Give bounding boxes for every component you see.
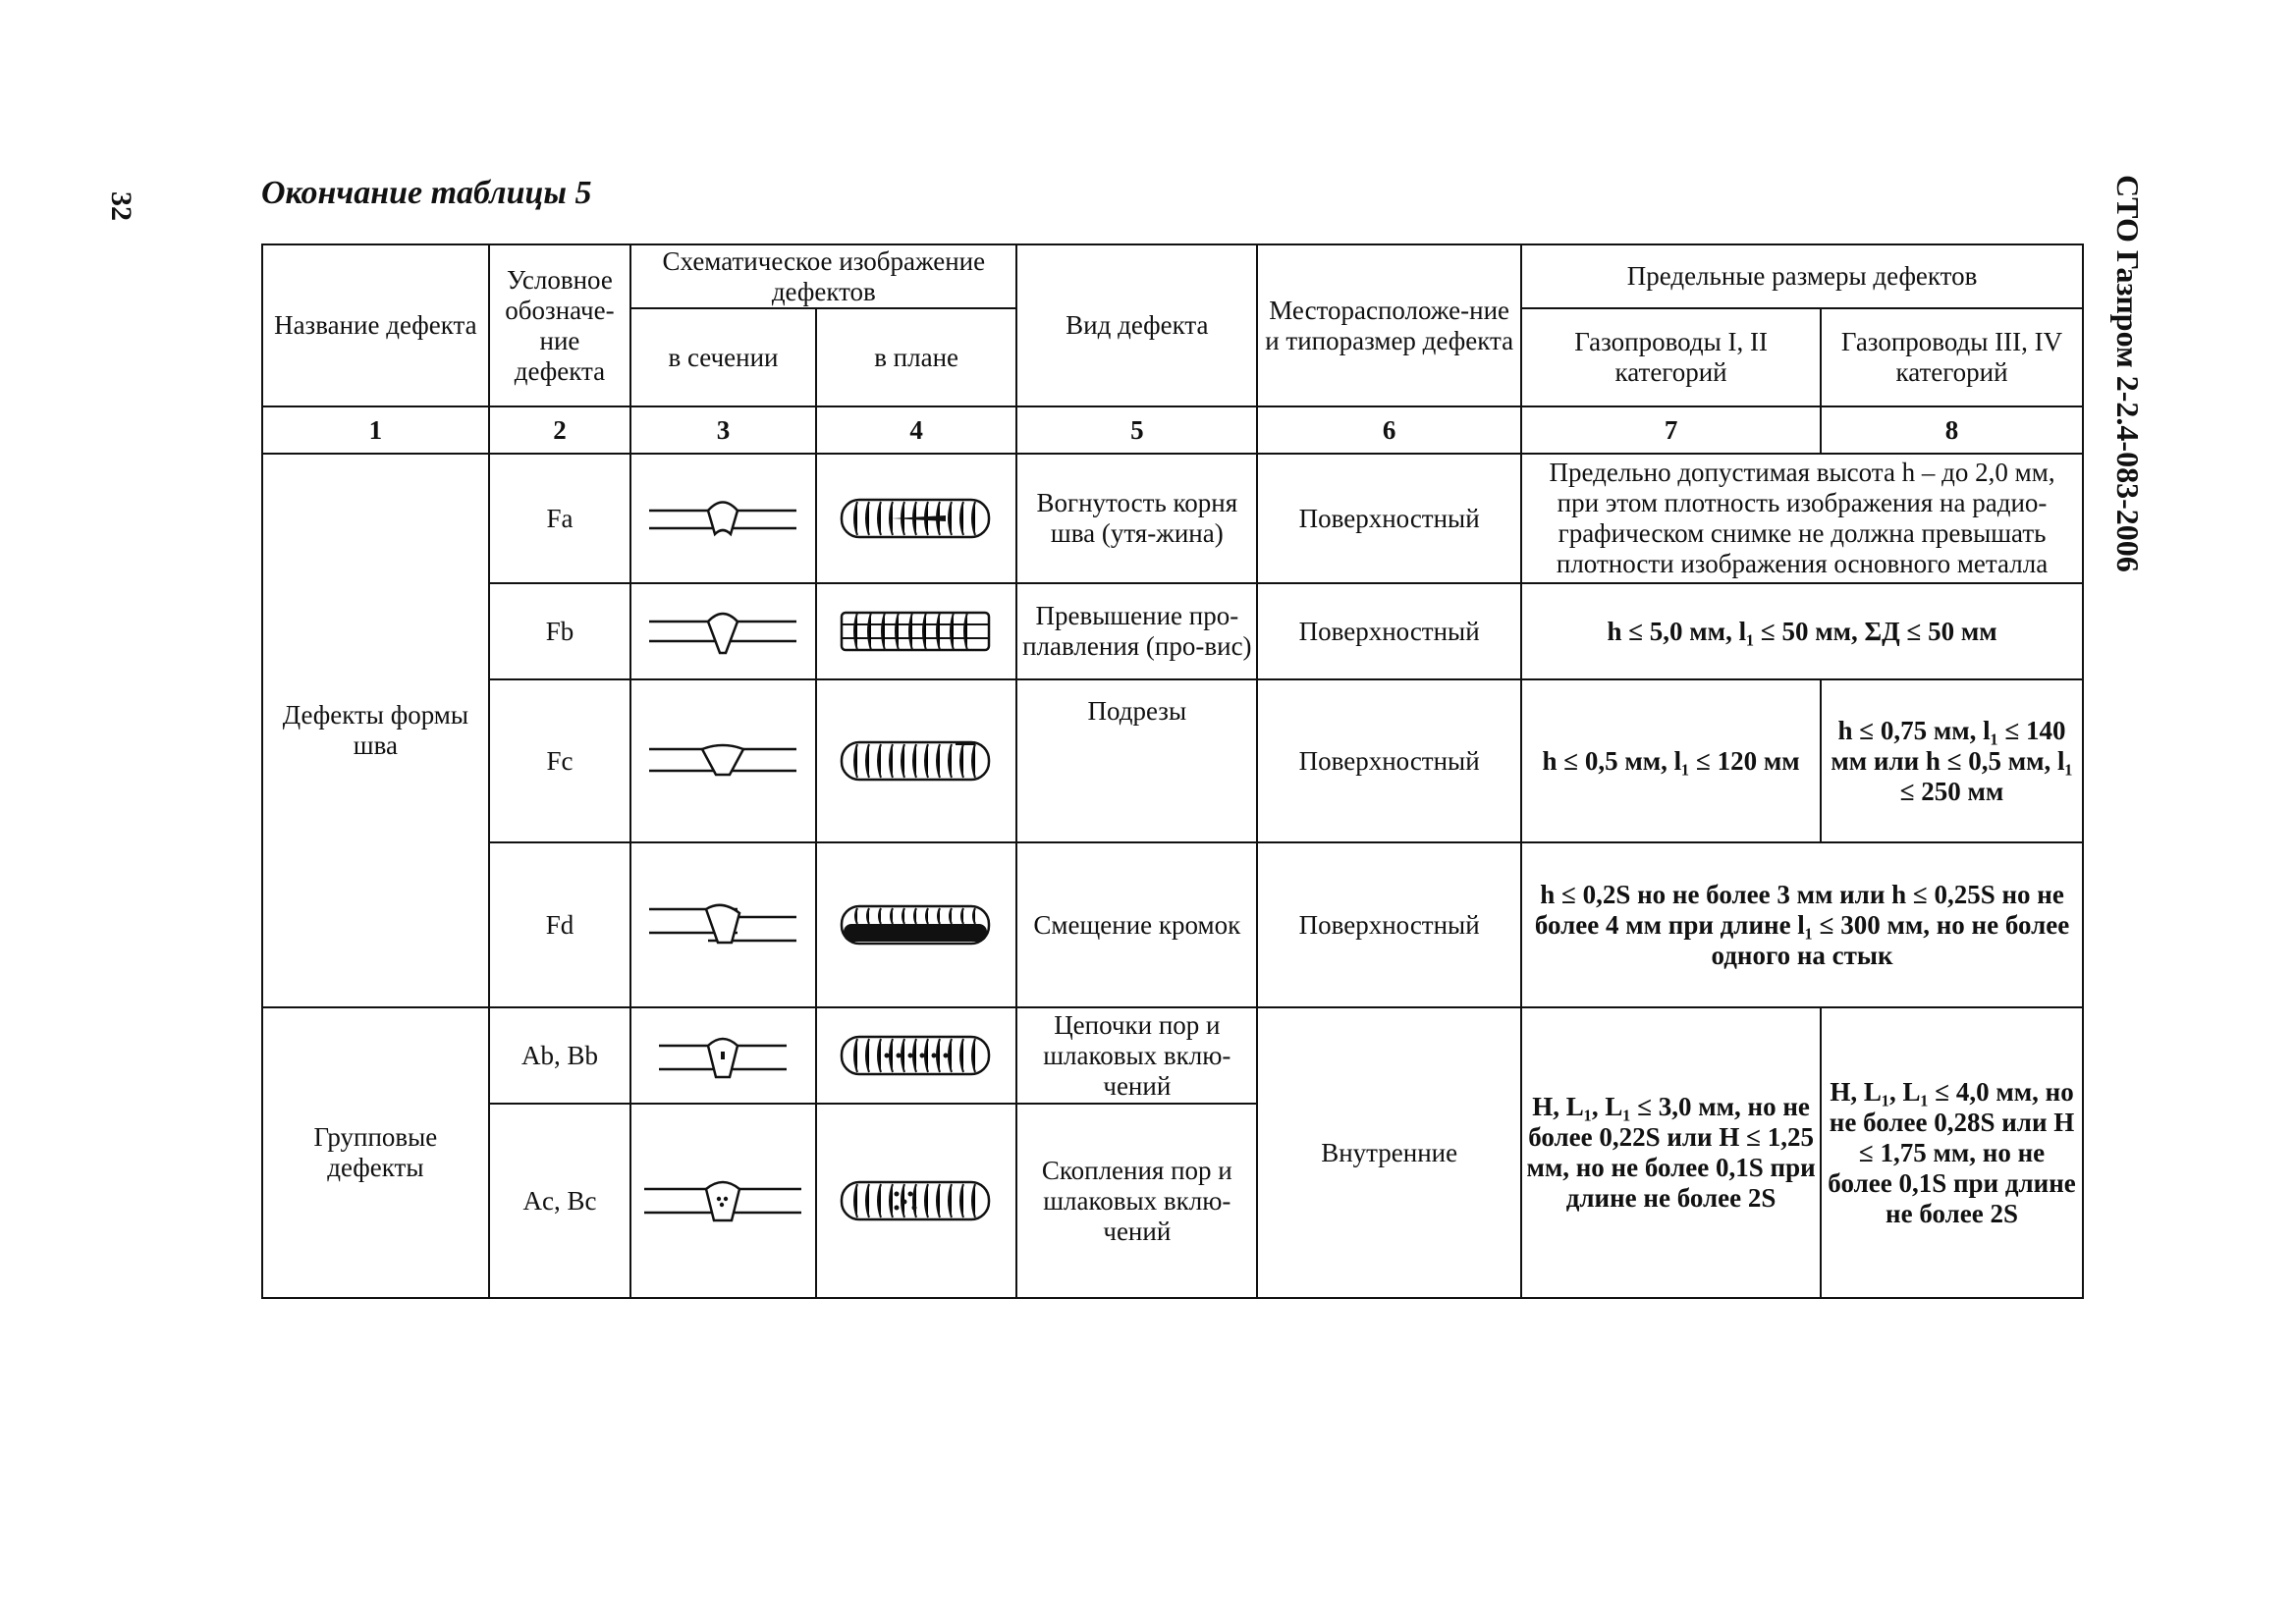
group-location: Внутренние (1257, 1007, 1521, 1298)
col-number: 6 (1257, 406, 1521, 454)
plan-diagram-ac (816, 1104, 1017, 1298)
defect-limit-cat34: h ≤ 0,75 мм, l₁ ≤ 140 мм или h ≤ 0,5 мм, l₁ ≤ 250 мм (1821, 679, 2083, 842)
header-cat12: Газопроводы I, II категорий (1521, 308, 1821, 406)
section-diagram-fc (630, 679, 816, 842)
weld-section-icon (639, 895, 806, 954)
group-limit-cat12: H, L₁, L₁ ≤ 3,0 мм, но не более 0,22S или H ≤ 1,25 мм, но не более 0,1S при длине не более 2S (1521, 1007, 1821, 1298)
weld-plan-icon (838, 607, 995, 656)
defects-table (261, 243, 2084, 1299)
weld-plan-icon (838, 1176, 995, 1225)
section-diagram-ac (630, 1104, 816, 1298)
table-row (262, 842, 2083, 1007)
weld-section-icon (639, 1026, 806, 1085)
table-row (262, 583, 2083, 679)
weld-plan-icon (838, 736, 995, 785)
defect-code: Fa (489, 454, 630, 583)
table-caption: Окончание таблицы 5 (261, 175, 592, 211)
plan-diagram-ab (816, 1007, 1017, 1104)
header-designation: Условное обозначе-ние дефекта (489, 244, 630, 406)
plan-diagram-fa (816, 454, 1017, 583)
defect-code: Fc (489, 679, 630, 842)
header-row-1 (262, 244, 2083, 308)
weld-plan-icon (838, 494, 995, 543)
defect-location: Поверхностный (1257, 842, 1521, 1007)
col-number: 3 (630, 406, 816, 454)
header-defect-name: Название дефекта (262, 244, 489, 406)
defect-limit: h ≤ 0,2S но не более 3 мм или h ≤ 0,25S но не более 4 мм при длине l₁ ≤ 300 мм, но не более одного на стык (1521, 842, 2083, 1007)
page-number: 32 (105, 191, 137, 221)
defect-location: Поверхностный (1257, 583, 1521, 679)
defect-kind: Превышение про-плавления (про-вис) (1016, 583, 1257, 679)
weld-section-icon (639, 731, 806, 790)
plan-diagram-fb (816, 583, 1017, 679)
defect-code: Fd (489, 842, 630, 1007)
defect-limit: h ≤ 5,0 мм, l₁ ≤ 50 мм, ΣД ≤ 50 мм (1521, 583, 2083, 679)
plan-diagram-fd (816, 842, 1017, 1007)
header-defect-type: Вид дефекта (1016, 244, 1257, 406)
header-location: Месторасположе-ние и типоразмер дефекта (1257, 244, 1521, 406)
defect-kind: Подрезы (1016, 679, 1257, 842)
header-in-plan: в плане (816, 308, 1017, 406)
col-number: 5 (1016, 406, 1257, 454)
section-diagram-fa (630, 454, 816, 583)
group-shape-defects: Дефекты формы шва (262, 454, 489, 1007)
header-limits: Предельные размеры дефектов (1521, 244, 2083, 308)
header-cat34: Газопроводы III, IV категорий (1821, 308, 2083, 406)
section-diagram-ab (630, 1007, 816, 1104)
defect-code: Ac, Bc (489, 1104, 630, 1298)
defect-kind: Вогнутость корня шва (утя-жина) (1016, 454, 1257, 583)
section-diagram-fb (630, 583, 816, 679)
weld-section-icon (639, 489, 806, 548)
header-schematic: Схематическое изображение дефектов (630, 244, 1016, 308)
group-group-defects: Групповые дефекты (262, 1007, 489, 1298)
weld-plan-icon (838, 900, 995, 949)
col-number: 8 (1821, 406, 2083, 454)
defect-code: Ab, Bb (489, 1007, 630, 1104)
col-number: 4 (816, 406, 1017, 454)
header-in-section: в сечении (630, 308, 816, 406)
table-row (262, 454, 2083, 583)
section-diagram-fd (630, 842, 816, 1007)
col-number: 1 (262, 406, 489, 454)
defect-limit: Предельно допустимая высота h – до 2,0 мм, при этом плотность изображения на радио-графическом снимке не должна превышать плотности изображения основного металла (1521, 454, 2083, 583)
defect-location: Поверхностный (1257, 454, 1521, 583)
defect-kind: Смещение кромок (1016, 842, 1257, 1007)
defect-location: Поверхностный (1257, 679, 1521, 842)
col-number: 7 (1521, 406, 1821, 454)
defect-kind: Цепочки пор и шлаковых вклю-чений (1016, 1007, 1257, 1104)
document-code: СТО Газпром 2-2.4-083-2006 (2110, 175, 2146, 572)
column-number-row (262, 406, 2083, 454)
table-row (262, 1007, 2083, 1104)
weld-section-icon (639, 1171, 806, 1230)
col-number: 2 (489, 406, 630, 454)
defect-limit-cat12: h ≤ 0,5 мм, l₁ ≤ 120 мм (1521, 679, 1821, 842)
defect-code: Fb (489, 583, 630, 679)
weld-plan-icon (838, 1031, 995, 1080)
defect-kind: Скопления пор и шлаковых вклю-чений (1016, 1104, 1257, 1298)
weld-section-icon (639, 602, 806, 661)
table-row (262, 679, 2083, 842)
plan-diagram-fc (816, 679, 1017, 842)
group-limit-cat34: H, L₁, L₁ ≤ 4,0 мм, но не более 0,28S или H ≤ 1,75 мм, но не более 0,1S при длине не более 2S (1821, 1007, 2083, 1298)
